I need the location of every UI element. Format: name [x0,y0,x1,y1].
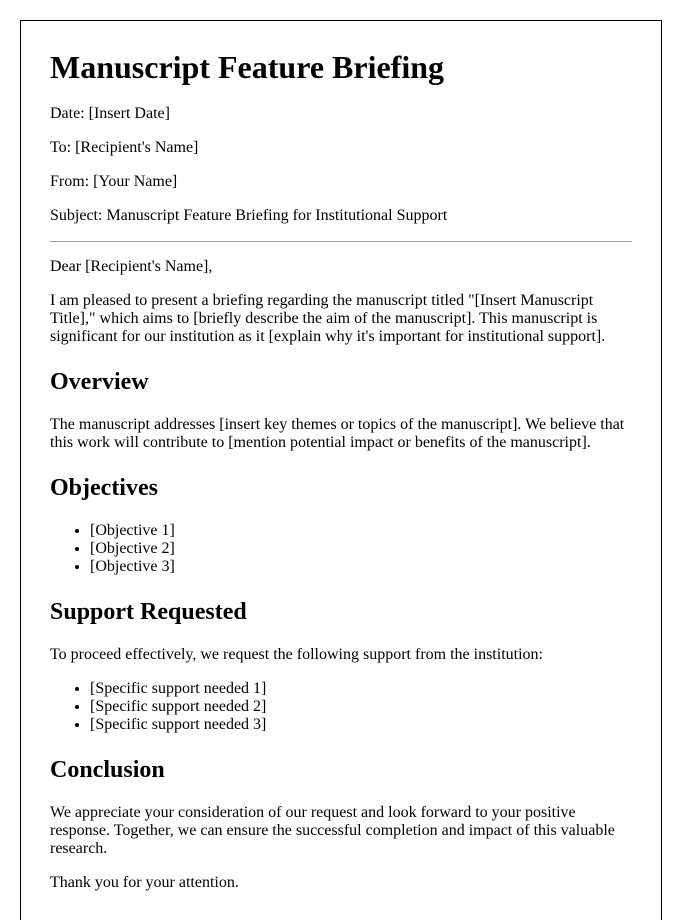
overview-paragraph: The manuscript addresses [insert key themes or topics of the manuscript]. We believe that this work will contribute to [mention potential impact or benefits of the manuscript]. [50,416,625,451]
list-item: • [Objective 2] [90,540,632,558]
support-intro: To proceed effectively, we request the following support from the institution: [50,646,543,663]
from-line: From: [Your Name] [50,173,178,190]
letter-page [20,20,662,920]
list-item: • [Specific support needed 3] [90,716,632,734]
list-item: • [Objective 1] [90,522,632,540]
support-list [50,680,632,734]
subject-line: Subject: Manuscript Feature Briefing for Institutional Support [50,207,448,224]
closing-line: Thank you for your attention. [50,874,239,891]
header-divider [50,241,632,242]
overview-heading: Overview [50,369,149,395]
objectives-list [50,522,632,576]
support-heading: Support Requested [50,599,247,625]
conclusion-paragraph: We appreciate your consideration of our request and look forward to your positive response. Together, we can ensure the successful completion and impact of this valuable research. [50,804,615,857]
list-item: • [Specific support needed 2] [90,698,632,716]
greeting: Dear [Recipient's Name], [50,258,213,275]
list-item: • [Specific support needed 1] [90,680,632,698]
list-item: • [Objective 3] [90,558,632,576]
conclusion-heading: Conclusion [50,757,165,783]
intro-paragraph: I am pleased to present a briefing regarding the manuscript titled "[Insert Manuscript Title]," which aims to [briefly describe the aim of the manuscript]. This manuscript is significant for our institution as it [explain why it's important for institutional support]. [50,292,606,345]
date-line: Date: [Insert Date] [50,105,170,122]
page-title: Manuscript Feature Briefing [50,49,445,85]
to-line: To: [Recipient's Name] [50,139,199,156]
objectives-heading: Objectives [50,475,158,501]
